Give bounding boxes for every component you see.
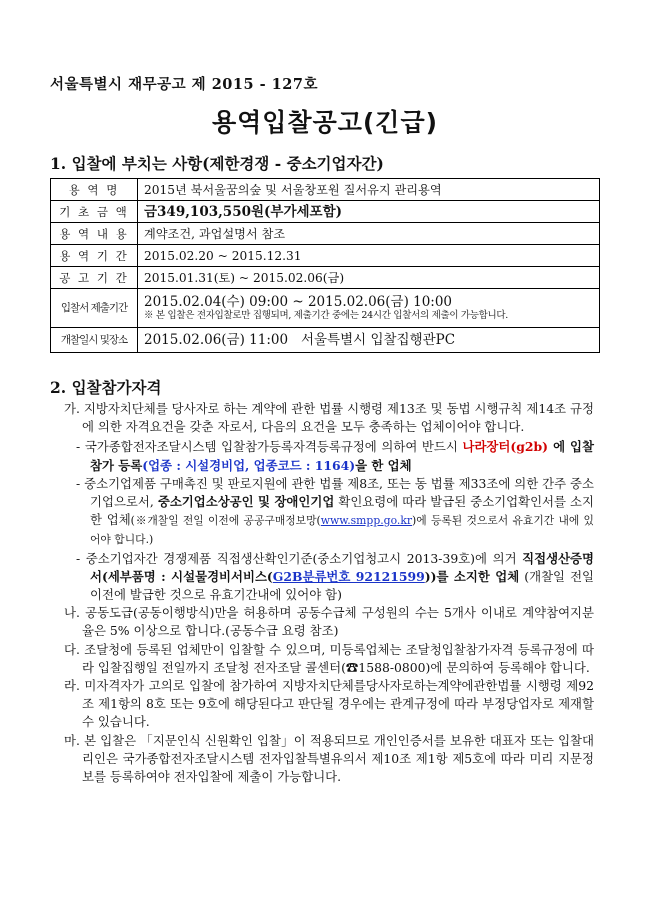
submission-period: 2015.02.04(수) 09:00 ~ 2015.02.06(금) 10:00 [144,294,453,310]
row-label: 기 초 금 액 [51,201,138,223]
row-label: 개찰일시 및장소 [51,328,138,353]
item-dash-2 [64,475,594,550]
item-dash-1 [64,438,594,474]
section2-body [64,400,594,786]
row-value: 2015.01.31(토) ~ 2015.02.06(금) [138,267,600,289]
submission-note: ※ 본 입찰은 전자입찰로만 집행되며, 제출기간 중에는 24시간 입찰서의 제출이 가능합니다. [144,310,509,321]
row-value: 금349,103,550원(부가세포함) [138,201,600,223]
table-row [51,267,600,289]
row-value-cell [138,289,600,328]
row-value-cell [138,328,600,353]
dash1-text: - 국가종합전자조달시스템 입찰참가등록자격등록규정에 의하여 반드시 [76,439,463,455]
g2b-code-link[interactable]: G2B분류번호 92121599 [272,568,425,584]
table-row [51,328,600,353]
row-label: 공 고 기 간 [51,267,138,289]
item-ga: 가. 지방자치단체를 당사자로 하는 계약에 관한 법률 시행령 제13조 및 동법 시행규칙 제14조 규정에 의한 자격요건을 갖춘 자로서, 다음의 요건을 모두 충족하는 업체이어야 합니다. [64,401,594,435]
dash1-bold-end: 을 한 업체 [355,457,412,473]
dash1-industry: (업종 : 시설경비업, 업종코드 : 1164) [142,457,356,473]
dash3-bold-end: ))를 소지한 업체 [424,568,520,584]
page-title: 용역입찰공고(긴급) [211,108,439,137]
row-label: 입찰서 제출기간 [51,289,138,328]
dash3-bold: 직접생산증명서(세부품명 : 시설물경비서비스( [90,550,594,584]
opening-datetime: 2015.02.06(금) 11:00 [144,332,289,348]
row-label: 용 역 내 용 [51,223,138,245]
table-row [51,289,600,328]
row-value: 2015.02.20 ~ 2015.12.31 [138,245,600,267]
item-da: 다. 조달청에 등록된 업체만이 입찰할 수 있으며, 미등록업체는 조달청입찰참가자격 등록규정에 따라 입찰집행일 전일까지 조달청 전자조달 콜센터(☎1588-0800)에 문의하여 등록해야 합니다. [64,641,594,675]
row-label: 용 역 기 간 [51,245,138,267]
item-dash-3 [64,550,594,605]
dash1-bold: 에 입찰참가 등록 [90,439,594,473]
item-ma: 마. 본 입찰은 「지문인식 신원확인 입찰」이 적용되므로 개인인증서를 보유한 대표자 또는 입찰대리인은 국가종합전자조달시스템 전자입찰특별유의서 제10조 제1항 제5호에 따라 미리 지문정보를 등록하여야 전자입찰에 제출이 가능합니다. [64,732,594,785]
item-ra: 라. 미자격자가 고의로 입찰에 참가하여 지방자치단체를당사자로하는계약에관한법률 시행령 제92조 제1항의 8호 또는 9호에 해당된다고 판단될 경우에는 관계규정에 따라 부정당업자로 제재할 수 있습니다. [64,678,594,730]
opening-place: 서울특별시 입찰집행관PC [300,332,456,348]
dash3-text: - 중소기업자간 경쟁제품 직접생산확인기준(중소기업청고시 2013-39호)에 의거 [76,550,523,566]
dash2-bold: 중소기업소상공인 및 장애인기업 [157,494,335,510]
table-row [51,245,600,267]
row-value: 2015년 북서울꿈의숲 및 서울창포원 질서유지 관리용역 [138,179,600,201]
dash2-note: (※개찰일 전일 이전에 공공구매정보망( [130,514,321,528]
section2-heading: 2. 입찰참가자격 [50,378,162,397]
notice-number: 서울특별시 재무공고 제 2015 - 127호 [50,76,318,93]
section1-heading: 1. 입찰에 부치는 사항(제한경쟁 - 중소기업자간) [50,154,384,173]
item-na: 나. 공동도급(공동이행방식)만을 허용하며 공동수급체 구성원의 수는 5개사 이내로 계약참여지분율은 5% 이상으로 합니다.(공동수급 요령 참조) [64,605,594,639]
dash2-text: - 중소기업제품 구매촉진 및 판로지원에 관한 법률 제8조, 또는 동 법률 제33조에 의한 간주 중소기업으로서, [76,475,594,510]
dash3-post: (개찰일 전일 이전에 발급한 것으로 유효기간내에 있어야 함) [90,568,595,603]
row-label: 용 역 명 [51,179,138,201]
smpp-link[interactable]: www.smpp.go.kr [320,514,413,528]
row-value: 계약조건, 과업설명서 참조 [138,223,600,245]
dash2-post: 확인요령에 따라 발급된 중소기업확인서를 소지한 업체 [90,494,594,528]
table-row [51,201,600,223]
table-row [51,179,600,201]
dash1-g2b: 나라장터(g2b) [462,439,549,455]
table-row [51,223,600,245]
bid-info-table [50,178,600,353]
dash2-note-end: )에 등록된 것으로서 유효기간 내에 있어야 합니다.) [90,514,594,547]
